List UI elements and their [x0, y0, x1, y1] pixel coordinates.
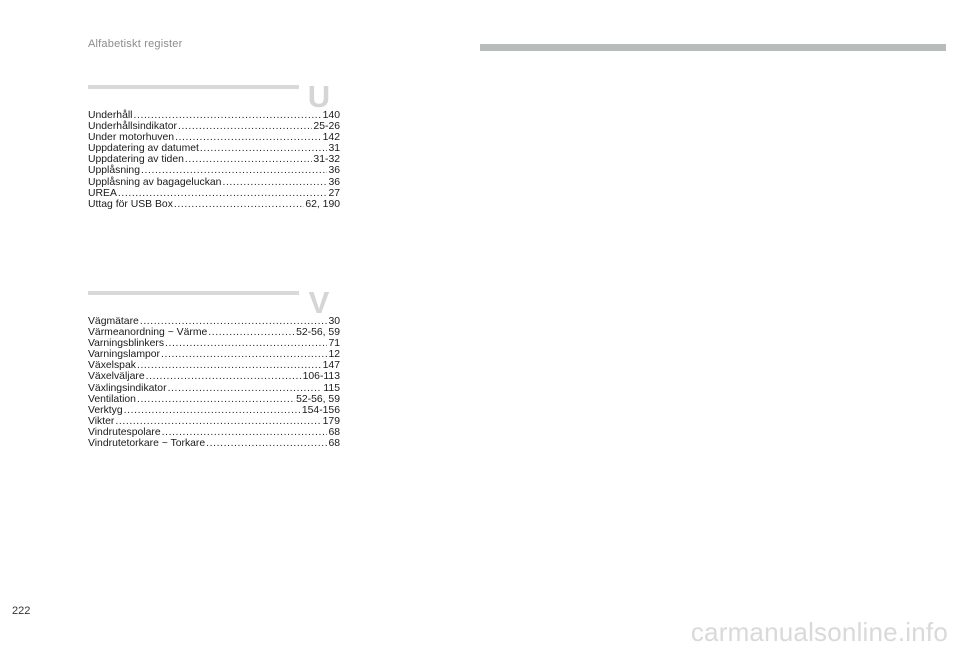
- index-entry: [88, 143, 340, 154]
- index-entry: [88, 316, 340, 327]
- section-letter: U: [307, 79, 331, 114]
- dot-leader: [185, 154, 313, 165]
- index-term: Uttag för USB Box: [88, 198, 173, 210]
- index-page-ref: 142: [322, 132, 340, 144]
- dot-leader: [175, 132, 322, 143]
- dot-leader: [174, 199, 304, 210]
- index-page-ref: 52-56, 59: [296, 393, 340, 405]
- index-term: Underhållsindikator: [88, 121, 177, 133]
- index-page-ref: 12: [328, 349, 340, 361]
- index-term: Varningsblinkers: [88, 338, 165, 350]
- index-term: Underhåll: [88, 110, 133, 121]
- index-term: Vindrutespolare: [88, 426, 161, 438]
- index-term: Växlingsindikator: [88, 382, 167, 394]
- index-entry: [88, 132, 340, 143]
- dot-leader: [200, 143, 328, 154]
- index-page-ref: 31: [328, 143, 340, 155]
- index-term: Vindrutetorkare ~ Torkare: [88, 438, 206, 450]
- index-page-ref: 68: [328, 426, 340, 438]
- index-term: Växelväljare: [88, 371, 145, 383]
- index-term: Upplåsning: [88, 165, 140, 177]
- index-term: Verktyg: [88, 404, 123, 416]
- index-entry: [88, 110, 340, 121]
- index-entry: [88, 165, 340, 176]
- index-entry: [88, 416, 340, 427]
- index-term: Upplåsning av bagageluckan: [88, 176, 222, 188]
- index-term: Vikter: [88, 415, 115, 427]
- index-entry-list: [88, 316, 340, 449]
- index-page-ref: 106-113: [302, 371, 340, 383]
- index-entry: [88, 394, 340, 405]
- dot-leader: [162, 427, 328, 438]
- index-entry: [88, 121, 340, 132]
- section-rule: [88, 291, 299, 295]
- index-entry-list: [88, 110, 340, 210]
- section-rule: [88, 85, 299, 89]
- index-page-ref: 68: [328, 438, 340, 450]
- index-entry: [88, 188, 340, 199]
- index-entry: [88, 349, 340, 360]
- index-page-ref: 52-56, 59: [296, 327, 340, 339]
- index-term: Vägmätare: [88, 316, 139, 327]
- index-term: Varningslampor: [88, 349, 160, 361]
- index-term: UREA: [88, 187, 117, 199]
- index-entry: [88, 199, 340, 210]
- index-page-ref: 154-156: [301, 404, 340, 416]
- index-page-ref: 30: [328, 316, 340, 327]
- dot-leader: [178, 121, 312, 132]
- dot-leader: [137, 394, 295, 405]
- page-header-title: Alfabetiskt register: [88, 38, 183, 50]
- index-term: Uppdatering av tiden: [88, 154, 184, 166]
- index-entry: [88, 338, 340, 349]
- dot-leader: [124, 405, 301, 416]
- dot-leader: [140, 316, 328, 327]
- dot-leader: [168, 383, 323, 394]
- index-entry: [88, 177, 340, 188]
- dot-leader: [165, 338, 327, 349]
- index-term: Uppdatering av datumet: [88, 143, 199, 155]
- dot-leader: [137, 360, 322, 371]
- dot-leader: [118, 188, 328, 199]
- index-page-ref: 36: [328, 165, 340, 177]
- index-term: Ventilation: [88, 393, 136, 405]
- dot-leader: [206, 438, 327, 449]
- index-page-ref: 31-32: [313, 154, 340, 166]
- index-entry: [88, 371, 340, 382]
- dot-leader: [141, 165, 327, 176]
- dot-leader: [115, 416, 321, 427]
- index-page-ref: 179: [322, 415, 340, 427]
- index-entry: [88, 405, 340, 416]
- index-page-ref: 147: [322, 360, 340, 372]
- index-term: Växelspak: [88, 360, 136, 372]
- index-page-ref: 140: [322, 110, 340, 121]
- index-entry: [88, 438, 340, 449]
- index-term: Under motorhuven: [88, 132, 175, 144]
- index-term: Värmeanordning ~ Värme: [88, 327, 208, 339]
- dot-leader: [161, 349, 327, 360]
- dot-leader: [146, 371, 302, 382]
- index-entry: [88, 383, 340, 394]
- dot-leader: [222, 177, 327, 188]
- page-number: 222: [12, 605, 31, 617]
- index-page-ref: 71: [328, 338, 340, 350]
- index-entry: [88, 154, 340, 165]
- index-page-ref: 25-26: [313, 121, 340, 133]
- header-bar: [480, 44, 946, 51]
- index-entry: [88, 360, 340, 371]
- index-page-ref: 62, 190: [305, 198, 340, 210]
- index-entry: [88, 327, 340, 338]
- dot-leader: [208, 327, 295, 338]
- watermark: carmanualsonline.info: [690, 617, 948, 647]
- index-page-ref: 115: [323, 382, 340, 394]
- section-letter: V: [308, 285, 330, 320]
- index-entry: [88, 427, 340, 438]
- index-section-v: [88, 285, 340, 488]
- index-page-ref: 27: [328, 187, 340, 199]
- index-section-u: [88, 79, 340, 232]
- dot-leader: [133, 110, 321, 121]
- index-page-ref: 36: [328, 176, 340, 188]
